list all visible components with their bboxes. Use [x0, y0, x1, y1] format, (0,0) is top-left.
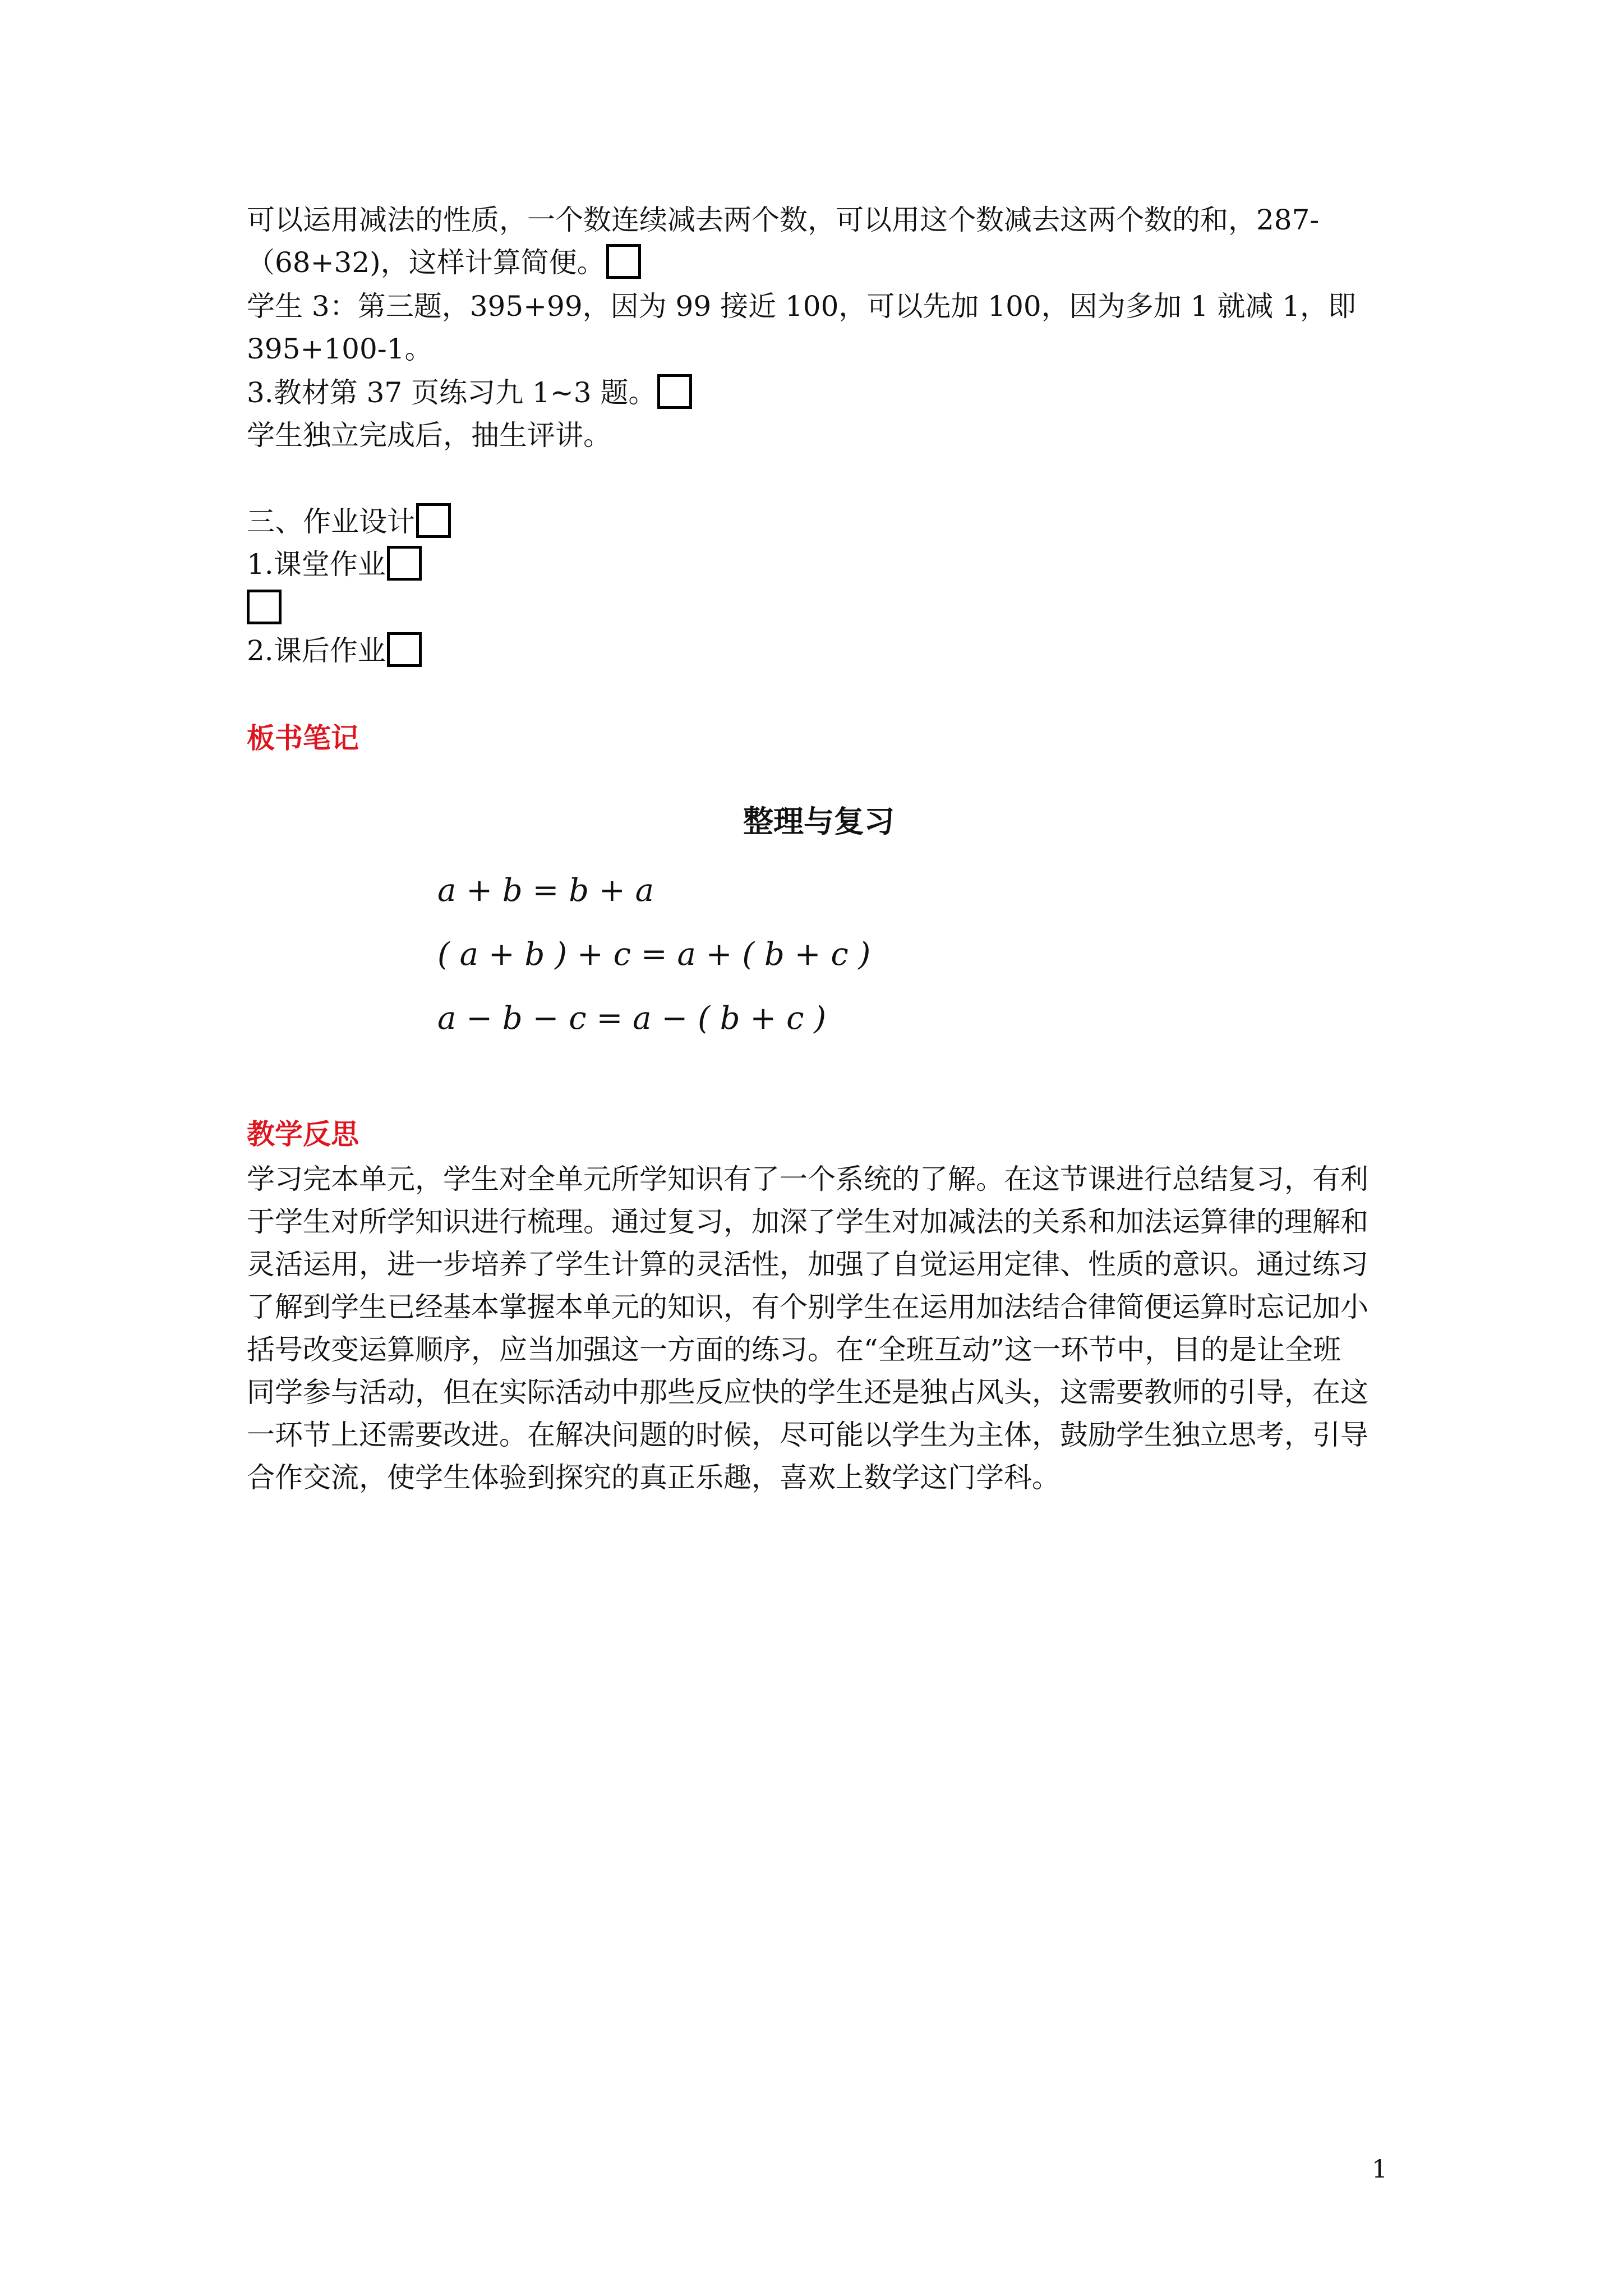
- paragraph-line: 灵活运用，进一步培养了学生计算的灵活性，加强了自觉运用定律、性质的意识。通过练习: [247, 1248, 1368, 1281]
- text-line: 学生独立完成后，抽生评讲。: [247, 419, 611, 452]
- formula-associative: ( a + b ) + c = a + ( b + c ): [437, 936, 871, 973]
- text-line: [247, 543, 422, 586]
- paragraph-line: 括号改变运算顺序，应当加强这一方面的练习。在“全班互动”这一环节中，目的是让全班: [247, 1333, 1341, 1366]
- text-line: [247, 587, 282, 629]
- formula-commutative: a + b = b + a: [437, 872, 654, 909]
- paragraph-line: 于学生对所学知识进行梳理。通过复习，加深了学生对加减法的关系和加法运算律的理解和: [247, 1205, 1368, 1238]
- text-line: [247, 371, 692, 414]
- text-line: 学生 3：第三题，395+99，因为 99 接近 100，可以先加 100，因为多加 1 就减 1，即: [247, 290, 1357, 323]
- page-number: 1: [1372, 2155, 1387, 2184]
- paragraph-line: 同学参与活动，但在实际活动中那些反应快的学生还是独占风头，这需要教师的引导，在这: [247, 1376, 1368, 1409]
- section-heading: [247, 500, 451, 543]
- text-segment: （68+32)，这样计算简便。: [247, 246, 605, 279]
- blank-box: [387, 632, 422, 667]
- reflection-heading: 教学反思: [247, 1117, 359, 1151]
- paragraph-line: 学习完本单元，学生对全单元所学知识有了一个系统的了解。在这节课进行总结复习，有利: [247, 1163, 1368, 1195]
- blank-box: [247, 590, 282, 624]
- formula-subtraction: a − b − c = a − ( b + c ): [437, 1000, 827, 1037]
- text-line: [247, 629, 422, 672]
- text-line: 395+100-1。: [247, 333, 433, 365]
- board-heading: 板书笔记: [247, 721, 359, 754]
- text-line: [247, 241, 641, 284]
- text-line: 可以运用减法的性质，一个数连续减去两个数，可以用这个数减去这两个数的和，287-: [247, 204, 1320, 236]
- blank-box: [606, 244, 641, 279]
- text-segment: 三、作业设计: [247, 505, 415, 538]
- blank-box: [416, 503, 451, 538]
- paragraph-line: 合作交流，使学生体验到探究的真正乐趣，喜欢上数学这门学科。: [247, 1461, 1060, 1494]
- paragraph-line: 一环节上还需要改进。在解决问题的时候，尽可能以学生为主体，鼓励学生独立思考，引导: [247, 1419, 1368, 1451]
- paragraph-line: 了解到学生已经基本掌握本单元的知识，有个别学生在运用加法结合律简便运算时忘记加小: [247, 1291, 1368, 1323]
- blank-box: [657, 374, 692, 409]
- board-title: 整理与复习: [743, 804, 895, 839]
- text-segment: 1.课堂作业: [247, 548, 386, 581]
- reflection-paragraph: [247, 1158, 1391, 1499]
- blank-box: [387, 546, 422, 581]
- text-segment: 3.教材第 37 页练习九 1~3 题。: [247, 376, 657, 409]
- text-segment: 2.课后作业: [247, 634, 386, 667]
